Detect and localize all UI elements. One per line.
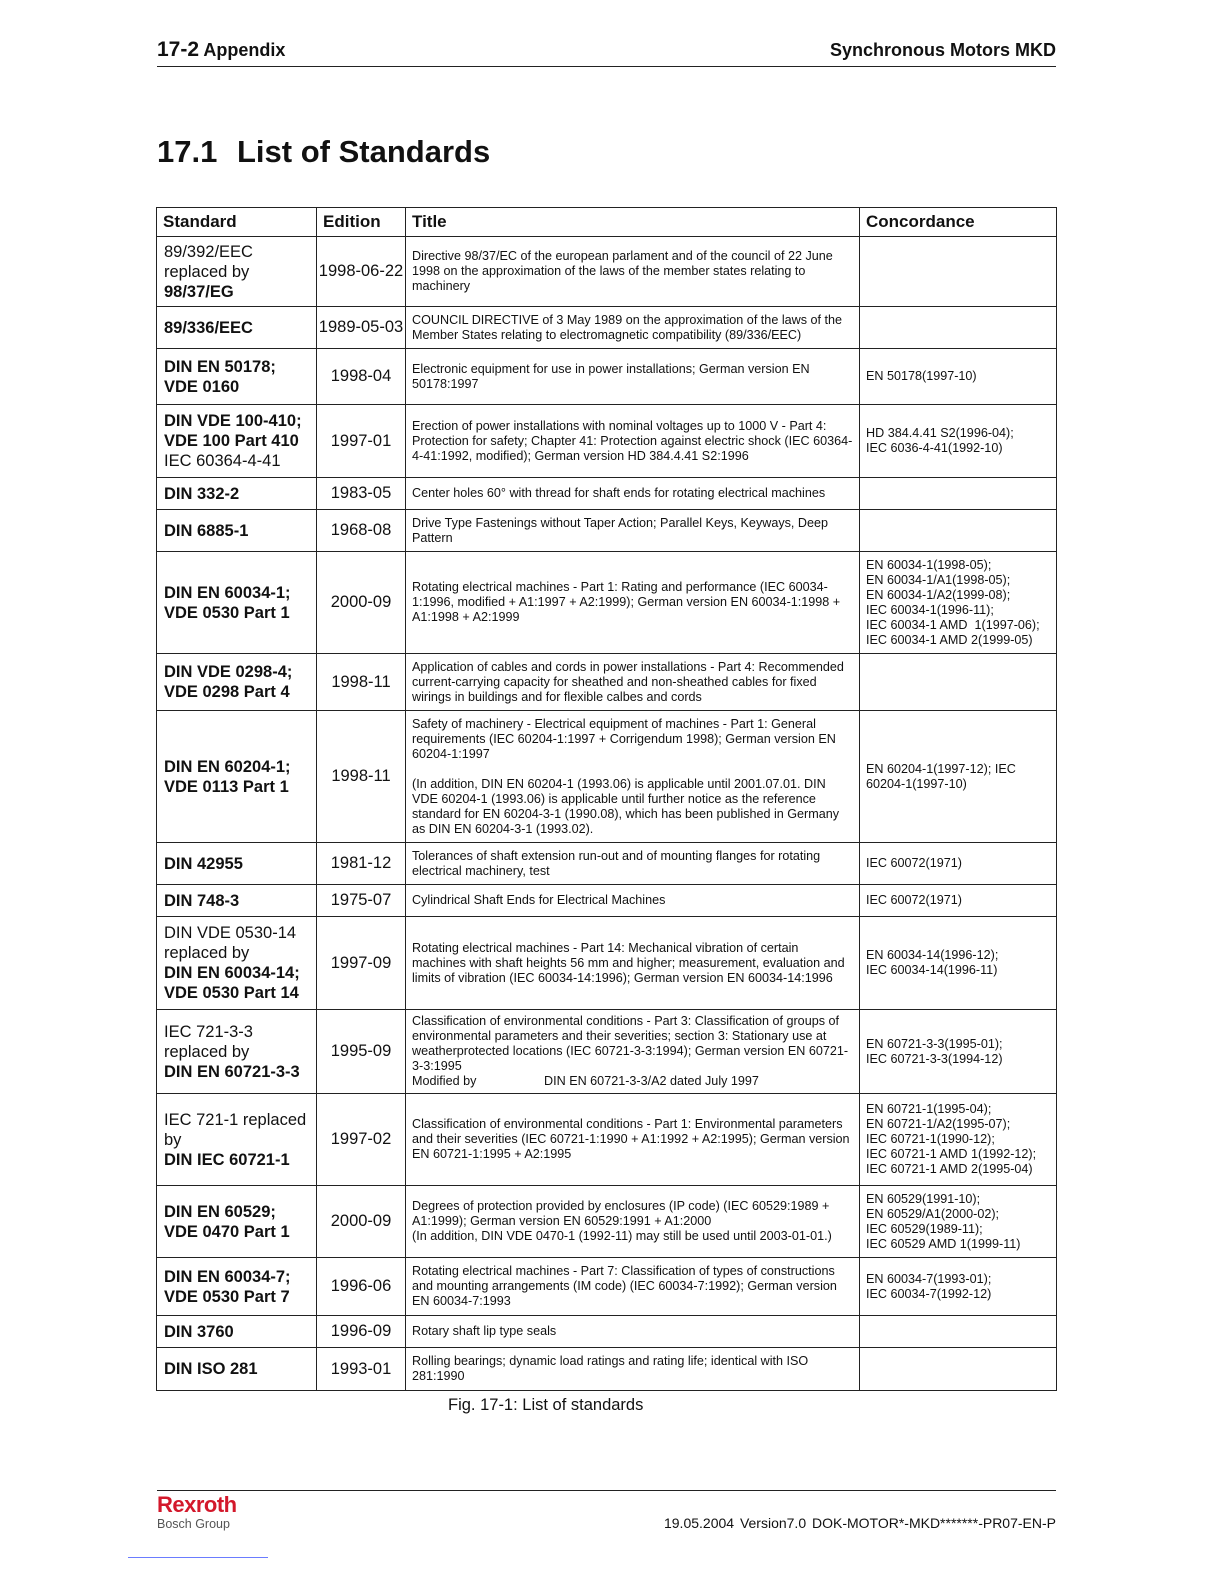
table-row (157, 1186, 1057, 1258)
edition-cell: 1989-05-03 (317, 307, 406, 349)
concordance-cell (860, 1010, 1057, 1094)
title-paragraph: (In addition, DIN EN 60204-1 (1993.06) is applicable until 2001.07.01. DIN VDE 60204-1 (1993.06) is applicable until further notice as the reference standard for EN 60204-3-1 (1990.08), which has been published in Germany as DIN EN 60204-3-1 (1993.02). (412, 776, 840, 836)
standard-cell (157, 917, 317, 1010)
title-paragraph: Cylindrical Shaft Ends for Electrical Machines (412, 893, 666, 907)
standard-line: DIN 6885-1 (164, 521, 249, 540)
title-paragraph: (In addition, DIN VDE 0470-1 (1992-11) may still be used until 2003-01-01.) (412, 1229, 832, 1243)
standard-line: DIN 332-2 (164, 484, 240, 503)
standard-line: replaced by (164, 262, 250, 281)
concordance-cell (860, 1348, 1057, 1391)
column-header-title: Title (406, 208, 860, 237)
standard-cell (157, 405, 317, 478)
title-paragraph: Rotating electrical machines - Part 14: Mechanical vibration of certain machines with shaft heights 56 mm and higher; measurement, evaluation and limits of vibration (IEC 60034-14:1996); German version EN 60034-14:1996 (412, 940, 845, 985)
table-row (157, 1348, 1057, 1391)
title-cell (406, 237, 860, 307)
modified-value: DIN EN 60721-3-3/A2 dated July 1997 (544, 1074, 759, 1088)
standard-line: IEC 721-1 replaced by (164, 1110, 307, 1149)
standard-line: replaced by (164, 944, 250, 962)
title-paragraph: Center holes 60° with thread for shaft ends for rotating electrical machines (412, 486, 826, 500)
edition-cell: 1968-08 (317, 510, 406, 552)
title-cell (406, 1348, 860, 1391)
column-header-edition: Edition (317, 208, 406, 237)
standard-line: VDE 0530 Part 14 (164, 984, 299, 1002)
chapter-number: 17-2 (157, 38, 200, 61)
standard-line: VDE 0530 Part 1 (164, 603, 290, 622)
title-cell (406, 405, 860, 478)
standard-line: VDE 100 Part 410 (164, 432, 299, 450)
title-cell (406, 552, 860, 654)
edition-cell: 1996-09 (317, 1316, 406, 1348)
title-paragraph: Classification of environmental conditions - Part 1: Environmental parameters and their severities (IEC 60721-1:1990 + A1:1992 + A2:1995); German version EN 60721-1:1995 + A2:1995 (412, 1117, 850, 1161)
concordance-line: IEC 60721-1 AMD 2(1995-04) (866, 1162, 1033, 1176)
concordance-cell (860, 654, 1057, 711)
standard-cell (157, 711, 317, 843)
title-paragraph: Drive Type Fastenings without Taper Action; Parallel Keys, Keyways, Deep Pattern (412, 515, 829, 545)
concordance-line: IEC 60034-1 AMD 1(1997-06); (866, 617, 1040, 632)
concordance-line: EN 60034-1/A2(1999-08); (866, 587, 1011, 602)
concordance-line: EN 50178(1997-10) (866, 369, 977, 383)
table-row (157, 237, 1057, 307)
standard-line: DIN EN 50178; (164, 357, 276, 376)
standard-line: VDE 0160 (164, 377, 240, 396)
title-cell (406, 349, 860, 405)
title-paragraph: Tolerances of shaft extension run-out and of mounting flanges for rotating electrical machinery, test (412, 848, 821, 878)
concordance-line: EN 60204-1(1997-12); IEC (866, 761, 1016, 776)
table-body (157, 237, 1057, 1391)
title-cell (406, 711, 860, 843)
title-paragraph: Rotary shaft lip type seals (412, 1324, 557, 1338)
edition-cell: 1997-01 (317, 405, 406, 478)
title-paragraph: Rotating electrical machines - Part 7: Classification of types of constructions and mounting arrangements (IM code) (IEC 60034-7:1992); German version EN 60034-7:1993 (412, 1264, 837, 1308)
standard-line: DIN ISO 281 (164, 1360, 258, 1378)
table-row (157, 552, 1057, 654)
table-row (157, 1094, 1057, 1186)
standard-cell (157, 654, 317, 711)
edition-cell: 1975-07 (317, 885, 406, 917)
standard-line: 98/37/EG (164, 282, 234, 301)
concordance-line: EN 60529/A1(2000-02); (866, 1206, 1000, 1221)
edition-cell: 1993-01 (317, 1348, 406, 1391)
table-row (157, 1316, 1057, 1348)
concordance-line: IEC 60529 AMD 1(1999-11) (866, 1236, 1021, 1251)
standard-line: DIN VDE 0298-4; (164, 663, 293, 681)
title-cell (406, 885, 860, 917)
edition-cell: 1998-06-22 (317, 237, 406, 307)
title-cell (406, 307, 860, 349)
title-cell (406, 1010, 860, 1094)
title-cell (406, 1258, 860, 1316)
concordance-cell (860, 478, 1057, 510)
concordance-cell (860, 510, 1057, 552)
title-cell (406, 917, 860, 1010)
concordance-line: EN 60529(1991-10); (866, 1191, 981, 1206)
title-paragraph: Safety of machinery - Electrical equipment of machines - Part 1: General requirements (IEC 60204-1:1997 + Corrigendum 1998); German version EN 60204-1:1997 (412, 716, 836, 761)
concordance-cell (860, 1186, 1057, 1258)
standard-line: IEC 721-3-3 (164, 1022, 253, 1041)
standard-cell (157, 1316, 317, 1348)
concordance-line: IEC 60529(1989-11); (866, 1221, 983, 1236)
standard-line: DIN EN 60034-7; (164, 1267, 291, 1286)
concordance-cell (860, 552, 1057, 654)
standard-line: VDE 0530 Part 7 (164, 1287, 290, 1306)
standard-line: DIN 42955 (164, 854, 243, 873)
title-paragraph: Electronic equipment for use in power installations; German version EN 50178:1997 (412, 361, 810, 391)
concordance-line: IEC 60072(1971) (866, 856, 962, 870)
concordance-line: IEC 60034-7(1992-12) (866, 1286, 992, 1301)
standard-line: 89/392/EEC (164, 242, 253, 261)
chapter-label (157, 38, 285, 62)
concordance-line: HD 384.4.41 S2(1996-04); (866, 426, 1014, 440)
concordance-cell (860, 307, 1057, 349)
concordance-cell (860, 885, 1057, 917)
standard-cell (157, 1094, 317, 1186)
title-cell (406, 510, 860, 552)
concordance-cell (860, 1316, 1057, 1348)
concordance-line: EN 60721-1/A2(1995-07); (866, 1117, 1011, 1131)
standard-line: DIN EN 60034-14; (164, 964, 300, 982)
logo-brand: Rexroth (157, 1492, 237, 1517)
chapter-name: Appendix (203, 40, 286, 60)
concordance-line: IEC 60721-1 AMD 1(1992-12); (866, 1147, 1037, 1161)
rexroth-logo (157, 1493, 237, 1531)
concordance-cell (860, 1258, 1057, 1316)
concordance-line: EN 60034-14(1996-12); (866, 948, 999, 962)
standard-cell (157, 1348, 317, 1391)
section-title: List of Standards (237, 134, 491, 169)
table-row (157, 405, 1057, 478)
paragraph-gap (412, 762, 853, 777)
standard-cell (157, 478, 317, 510)
title-cell (406, 1186, 860, 1258)
title-cell (406, 478, 860, 510)
edition-cell: 1998-04 (317, 349, 406, 405)
title-paragraph: Degrees of protection provided by enclosures (IP code) (IEC 60529:1989 + A1:1999); German version EN 60529:1991 + A1:2000 (412, 1199, 830, 1228)
table-row (157, 1258, 1057, 1316)
standard-cell (157, 1258, 317, 1316)
table-row (157, 307, 1057, 349)
standard-line: replaced by (164, 1042, 250, 1061)
modified-note (412, 1074, 853, 1089)
standard-line: DIN EN 60529; (164, 1202, 276, 1221)
edition-cell: 1995-09 (317, 1010, 406, 1094)
edition-cell: 1997-02 (317, 1094, 406, 1186)
table-row (157, 510, 1057, 552)
standard-cell (157, 843, 317, 885)
standard-line: VDE 0298 Part 4 (164, 683, 290, 701)
standard-cell (157, 1010, 317, 1094)
title-paragraph: COUNCIL DIRECTIVE of 3 May 1989 on the approximation of the laws of the Member States relating to electromagnetic compatibility (89/336/EEC) (412, 312, 843, 342)
title-paragraph: Application of cables and cords in power installations - Part 4: Recommended current-carrying capacity for sheathed and non-sheathed cables for fixed wirings in buildings and for flexible calbes and cords (412, 659, 844, 704)
standard-line: DIN EN 60721-3-3 (164, 1062, 300, 1081)
title-paragraph: Rolling bearings; dynamic load ratings and rating life; identical with ISO 281:1990 (412, 1354, 809, 1383)
title-cell (406, 1094, 860, 1186)
edition-cell: 1983-05 (317, 478, 406, 510)
concordance-line: EN 60034-1/A1(1998-05); (866, 572, 1011, 587)
edition-cell: 1998-11 (317, 654, 406, 711)
standard-line: VDE 0470 Part 1 (164, 1222, 290, 1241)
edition-cell: 1996-06 (317, 1258, 406, 1316)
standard-line: DIN 748-3 (164, 891, 240, 910)
table-row (157, 885, 1057, 917)
concordance-cell (860, 843, 1057, 885)
section-heading (157, 134, 490, 170)
title-cell (406, 843, 860, 885)
concordance-line: 60204-1(1997-10) (866, 776, 967, 791)
standard-line: DIN IEC 60721-1 (164, 1150, 290, 1169)
concordance-line: IEC 60034-1 AMD 2(1999-05) (866, 632, 1033, 647)
concordance-line: IEC 60721-1(1990-12); (866, 1132, 995, 1146)
page-header (157, 36, 1056, 67)
concordance-line: EN 60721-1(1995-04); (866, 1102, 992, 1116)
concordance-line: IEC 60721-3-3(1994-12) (866, 1051, 1003, 1066)
edition-cell: 2000-09 (317, 552, 406, 654)
concordance-line: IEC 60072(1971) (866, 893, 962, 907)
table-row (157, 478, 1057, 510)
title-paragraph: Directive 98/37/EC of the european parlament and of the council of 22 June 1998 on the approximation of the laws of the member states relating to machinery (412, 249, 833, 293)
concordance-line: IEC 6036-4-41(1992-10) (866, 441, 1003, 455)
table-row (157, 843, 1057, 885)
standard-cell (157, 1186, 317, 1258)
table-row (157, 1010, 1057, 1094)
title-cell (406, 1316, 860, 1348)
logo-subtitle: Bosch Group (157, 1517, 230, 1531)
standard-line: DIN EN 60204-1; (164, 757, 291, 776)
title-cell (406, 654, 860, 711)
column-header-concordance: Concordance (860, 208, 1057, 237)
standard-cell (157, 885, 317, 917)
concordance-cell (860, 405, 1057, 478)
concordance-cell (860, 711, 1057, 843)
concordance-line: EN 60034-1(1998-05); (866, 557, 992, 572)
standard-line: VDE 0113 Part 1 (164, 777, 289, 796)
table-row (157, 917, 1057, 1010)
link-underline (128, 1557, 268, 1558)
standard-line: IEC 60364-4-41 (164, 452, 281, 470)
table-row (157, 349, 1057, 405)
concordance-line: EN 60721-3-3(1995-01); (866, 1036, 1003, 1051)
standard-cell (157, 237, 317, 307)
standard-line: 89/336/EEC (164, 318, 253, 337)
modified-label: Modified by (412, 1074, 477, 1088)
footer-document-info: 19.05.2004 Version7.0 DOK-MOTOR*-MKD*******-PR07-EN-P (663, 1515, 1056, 1531)
edition-cell: 1997-09 (317, 917, 406, 1010)
table-row (157, 654, 1057, 711)
title-paragraph: Rotating electrical machines - Part 1: Rating and performance (IEC 60034-1:1996, modified + A1:1997 + A2:1999); German version EN 60034-1:1998 + A1:1998 + A2:1999 (412, 580, 841, 624)
standard-cell (157, 307, 317, 349)
concordance-cell (860, 917, 1057, 1010)
standard-line: DIN 3760 (164, 1322, 234, 1341)
title-paragraph: Erection of power installations with nominal voltages up to 1000 V - Part 4: Protection for safety; Chapter 41: Protection against electric shock (IEC 60364-4-41:1992, modified); German version HD 384.4.41 S2:1996 (412, 418, 853, 463)
standard-line: DIN VDE 0530-14 (164, 924, 297, 942)
table-header-row (157, 208, 1057, 237)
document-title: Synchronous Motors MKD (829, 40, 1056, 60)
concordance-cell (860, 237, 1057, 307)
title-paragraph: Classification of environmental conditions - Part 3: Classification of groups of environmental parameters and their severities; section 3: Stationary use at weatherprotected locations (IEC 60721-3-3:1994); German version EN 60721-3-3:1995 (412, 1014, 849, 1073)
concordance-line: EN 60034-7(1993-01); (866, 1271, 992, 1286)
figure-caption: Fig. 17-1: List of standards (448, 1396, 644, 1414)
concordance-cell (860, 349, 1057, 405)
edition-cell: 1981-12 (317, 843, 406, 885)
concordance-cell (860, 1094, 1057, 1186)
section-number: 17.1 (157, 134, 218, 169)
table-row (157, 711, 1057, 843)
footer-rule (157, 1490, 1056, 1491)
edition-cell: 2000-09 (317, 1186, 406, 1258)
edition-cell: 1998-11 (317, 711, 406, 843)
concordance-line: IEC 60034-1(1996-11); (866, 602, 994, 617)
standard-cell (157, 552, 317, 654)
standard-cell (157, 349, 317, 405)
standard-cell (157, 510, 317, 552)
standards-table (156, 207, 1057, 1391)
column-header-standard: Standard (157, 208, 317, 237)
concordance-line: IEC 60034-14(1996-11) (866, 963, 998, 977)
standard-line: DIN EN 60034-1; (164, 583, 291, 602)
standard-line: DIN VDE 100-410; (164, 412, 302, 430)
